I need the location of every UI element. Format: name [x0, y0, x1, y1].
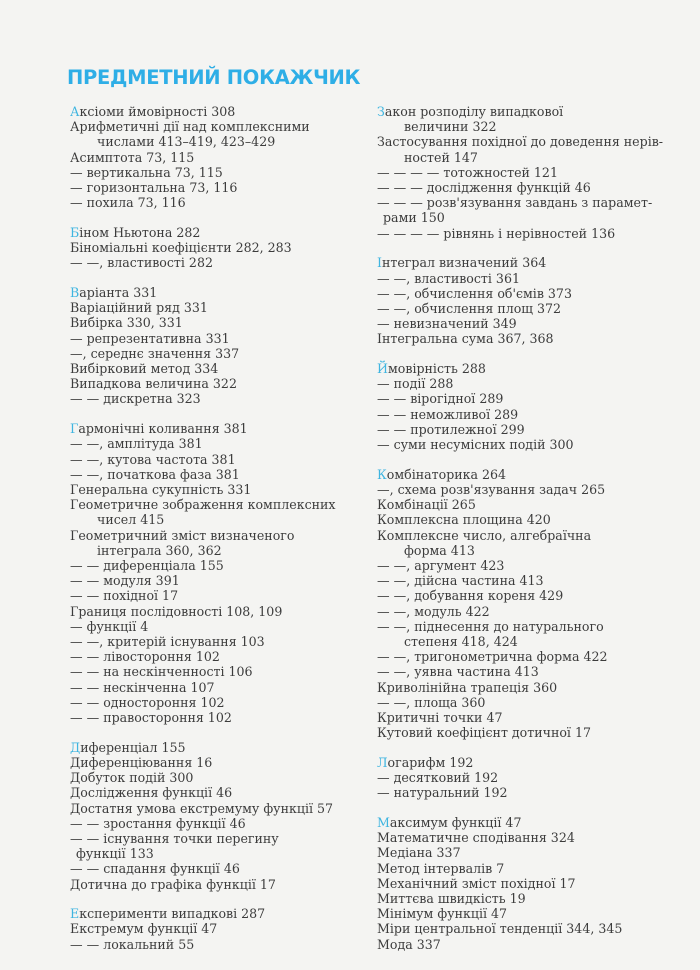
index-entry [377, 891, 677, 906]
entry-text: — — модуля 391 [70, 573, 180, 589]
entry-continuation: інтеграла 360, 362 [97, 542, 222, 558]
entry-text: Біноміальні коефіцієнти 282, 283 [70, 240, 292, 256]
entry-text: — — лівостороння 102 [70, 649, 220, 665]
index-entry [70, 225, 370, 240]
entry-text: — — зростання функції 46 [70, 815, 246, 831]
index-entry [377, 588, 677, 603]
index-entry [70, 831, 370, 861]
section-initial-letter: Е [70, 906, 80, 922]
index-group-Д [70, 740, 370, 892]
entry-text: — — похідної 17 [70, 588, 179, 604]
entry-text: ксперименти випадкові 287 [79, 906, 266, 922]
index-entry [70, 695, 370, 710]
index-entry [70, 604, 370, 619]
index-entry [70, 361, 370, 376]
entry-text: аксимум функції 47 [389, 815, 522, 831]
entry-text: — репрезентативна 331 [70, 330, 230, 346]
section-initial-letter: Й [377, 361, 388, 377]
entry-text: Асимптота 73, 115 [70, 149, 195, 165]
index-entry [377, 331, 677, 346]
entry-text: — —, модуль 422 [377, 603, 490, 619]
index-entry [70, 391, 370, 406]
index-entry [377, 861, 677, 876]
index-entry [377, 180, 677, 195]
entry-text: — —, амплітуда 381 [70, 436, 203, 452]
entry-text: — — одностороння 102 [70, 694, 225, 710]
index-entry [70, 436, 370, 451]
entry-text: Границя послідовності 108, 109 [70, 603, 283, 619]
index-entry [377, 937, 677, 952]
index-entry [70, 195, 370, 210]
entry-text: Дотична до графіка функції 17 [70, 876, 276, 892]
entry-continuation: форма 413 [404, 542, 475, 558]
index-entry [377, 482, 677, 497]
entry-text: — — вірогідної 289 [377, 391, 504, 407]
entry-text: Криволінійна трапеція 360 [377, 679, 558, 695]
entry-text: Кутовий коефіцієнт дотичної 17 [377, 725, 591, 741]
entry-text: мовірність 288 [387, 361, 486, 377]
right-column [377, 104, 677, 966]
index-entry [70, 664, 370, 679]
section-initial-letter: З [377, 104, 385, 119]
index-entry [70, 285, 370, 300]
entry-text: — — — — рівнянь і нерівностей 136 [377, 225, 616, 241]
index-entry [377, 376, 677, 391]
section-initial-letter: Л [377, 754, 388, 770]
index-entry [70, 573, 370, 588]
entry-text: — —, обчислення площ 372 [377, 300, 562, 316]
index-entry [70, 680, 370, 695]
index-entry [377, 316, 677, 331]
index-entry [377, 361, 677, 376]
index-entry [377, 301, 677, 316]
index-entry [377, 845, 677, 860]
index-entry [377, 664, 677, 679]
index-entry [70, 649, 370, 664]
entry-text: — — — розв'язування завдань з парамет- [377, 195, 653, 211]
index-entry [377, 437, 677, 452]
index-group-З [377, 104, 677, 241]
entry-text: Механічний зміст похідної 17 [377, 875, 576, 891]
entry-text: — —, властивості 282 [70, 255, 213, 271]
entry-continuation: величини 322 [404, 119, 497, 135]
entry-text: Варіаційний ряд 331 [70, 300, 208, 316]
entry-text: Мінімум функції 47 [377, 906, 508, 922]
entry-text: Миттєва швидкість 19 [377, 891, 526, 907]
index-entry [70, 315, 370, 330]
entry-continuation: числами 413–419, 423–429 [97, 134, 276, 150]
index-entry [70, 937, 370, 952]
index-entry [377, 619, 677, 649]
entry-text: Застосування похідної до доведення нерів- [377, 134, 664, 150]
section-initial-letter: К [377, 466, 387, 482]
entry-text: — — локальний 55 [70, 936, 195, 952]
entry-text: — — неможливої 289 [377, 406, 519, 422]
index-entry [377, 165, 677, 180]
index-entry [377, 710, 677, 725]
section-initial-letter: Г [70, 421, 79, 437]
entry-text: Міри центральної тенденції 344, 345 [377, 921, 623, 937]
entry-text: — — диференціала 155 [70, 557, 224, 573]
entry-text: — —, критерій існування 103 [70, 634, 265, 649]
entry-text: — — протилежної 299 [377, 421, 525, 437]
entry-text: — —, початкова фаза 381 [70, 466, 240, 482]
index-entry [377, 104, 677, 134]
index-entry [377, 921, 677, 936]
entry-text: — — — дослідження функцій 46 [377, 180, 591, 196]
index-group-Г [70, 421, 370, 725]
entry-text: Мода 337 [377, 936, 441, 952]
entry-text: — —, обчислення об'ємів 373 [377, 285, 572, 301]
entry-text: — —, добування кореня 429 [377, 588, 564, 604]
entry-text: аріанта 331 [79, 285, 158, 301]
entry-text: — — нескінченна 107 [70, 679, 215, 695]
index-entry [377, 512, 677, 527]
entry-continuation: функції 133 [76, 846, 154, 862]
index-entry [70, 421, 370, 436]
entry-text: — —, площа 360 [377, 694, 486, 710]
entry-text: Достатня умова екстремуму функції 57 [70, 800, 334, 816]
entry-text: Комбінації 265 [377, 497, 476, 513]
index-entry [70, 619, 370, 634]
entry-text: — —, кутова частота 381 [70, 451, 236, 467]
entry-text: — —, аргумент 423 [377, 557, 505, 573]
index-group-І [377, 255, 677, 346]
index-group-Л [377, 755, 677, 801]
index-entry [70, 497, 370, 527]
entry-text: — натуральний 192 [377, 785, 508, 801]
entry-text: Екстремум функції 47 [70, 921, 218, 937]
index-entry [377, 391, 677, 406]
entry-text: — десятковий 192 [377, 770, 499, 786]
entry-text: огарифм 192 [387, 754, 474, 770]
entry-continuation: чисел 415 [97, 512, 165, 528]
entry-text: омбінаторика 264 [386, 466, 507, 482]
index-entry [377, 255, 677, 270]
entry-text: —, середнє значення 337 [70, 345, 240, 361]
index-entry [377, 226, 677, 241]
index-entry [377, 906, 677, 921]
entry-text: — —, властивості 361 [377, 270, 520, 286]
entry-text: — — спадання функції 46 [70, 861, 240, 877]
index-entry [70, 300, 370, 315]
entry-text: — —, тригонометрична форма 422 [377, 649, 608, 665]
index-entry [70, 180, 370, 195]
index-group-В [70, 285, 370, 407]
index-entry [70, 104, 370, 119]
entry-text: — — на нескінченності 106 [70, 664, 253, 680]
index-entry [70, 770, 370, 785]
entry-text: — — існування точки перегину [70, 830, 279, 846]
index-group-К [377, 467, 677, 741]
entry-text: — —, дійсна частина 413 [377, 573, 544, 589]
entry-text: — —, уявна частина 413 [377, 664, 539, 680]
index-entry [70, 816, 370, 831]
index-group-А [70, 104, 370, 210]
entry-text: — функції 4 [70, 618, 149, 634]
entry-text: — вертикальна 73, 115 [70, 164, 223, 180]
index-entry [377, 422, 677, 437]
left-column [70, 104, 370, 966]
index-entry [377, 604, 677, 619]
index-entry [70, 755, 370, 770]
entry-continuation: рами 150 [383, 210, 445, 226]
entry-text: Математичне сподівання 324 [377, 830, 575, 846]
index-entry [377, 770, 677, 785]
index-entry [70, 634, 370, 649]
section-initial-letter: М [377, 815, 390, 831]
index-entry [70, 119, 370, 149]
index-entry [70, 331, 370, 346]
section-initial-letter: А [70, 104, 80, 119]
entry-continuation: степеня 418, 424 [404, 634, 518, 649]
section-initial-letter: В [70, 285, 80, 301]
entry-text: — — правостороння 102 [70, 710, 232, 726]
index-entry [70, 255, 370, 270]
index-group-М [377, 815, 677, 952]
index-entry [70, 588, 370, 603]
index-entry [377, 497, 677, 512]
entry-text: Критичні точки 47 [377, 710, 503, 726]
index-entry [377, 271, 677, 286]
index-entry [70, 861, 370, 876]
index-entry [70, 921, 370, 936]
entry-text: Інтегральна сума 367, 368 [377, 331, 554, 347]
entry-text: — невизначений 349 [377, 316, 517, 332]
index-entry [377, 558, 677, 573]
index-entry [70, 801, 370, 816]
entry-text: Диференціювання 16 [70, 754, 213, 770]
section-initial-letter: І [377, 255, 382, 271]
entry-text: армонічні коливання 381 [78, 421, 248, 437]
entry-text: — суми несумісних подій 300 [377, 437, 574, 453]
index-entry [70, 165, 370, 180]
entry-text: Комплексна площина 420 [377, 512, 551, 528]
entry-text: —, схема розв'язування задач 265 [377, 481, 606, 497]
entry-text: Медіана 337 [377, 845, 461, 861]
index-group-Й [377, 361, 677, 452]
entry-text: — похила 73, 116 [70, 195, 186, 211]
entry-text: Арифметичні дії над комплексними [70, 119, 310, 135]
index-entry [70, 558, 370, 573]
entry-text: Комплексне число, алгебраїчна [377, 527, 592, 543]
index-entry [70, 877, 370, 892]
index-entry [70, 150, 370, 165]
index-group-Б [70, 225, 370, 271]
index-entry [377, 573, 677, 588]
index-entry [377, 755, 677, 770]
entry-text: Геометричне зображення комплексних [70, 497, 336, 513]
entry-text: Генеральна сукупність 331 [70, 481, 252, 497]
index-entry [70, 740, 370, 755]
entry-text: Вибірковий метод 334 [70, 361, 219, 377]
index-entry [70, 376, 370, 391]
index-entry [377, 649, 677, 664]
index-entry [377, 695, 677, 710]
index-entry [377, 528, 677, 558]
entry-text: Випадкова величина 322 [70, 376, 237, 392]
index-entry [377, 815, 677, 830]
index-entry [377, 876, 677, 891]
index-entry [377, 286, 677, 301]
entry-text: Дослідження функції 46 [70, 785, 233, 801]
index-entry [70, 467, 370, 482]
index-entry [70, 785, 370, 800]
index-entry [70, 482, 370, 497]
index-entry [70, 240, 370, 255]
entry-continuation: ностей 147 [404, 149, 478, 165]
index-entry [377, 467, 677, 482]
index-entry [377, 407, 677, 422]
index-entry [70, 528, 370, 558]
index-group-Е [70, 906, 370, 952]
page-title: ПРЕДМЕТНИЙ ПОКАЖЧИК [67, 66, 361, 89]
section-initial-letter: Б [70, 224, 80, 240]
index-entry [377, 195, 677, 225]
index-entry [377, 134, 677, 164]
entry-text: — події 288 [377, 376, 454, 392]
entry-text: — — дискретна 323 [70, 391, 201, 407]
index-entry [70, 452, 370, 467]
index-entry [377, 725, 677, 740]
index-entry [377, 680, 677, 695]
entry-text: — — — — тотожностей 121 [377, 164, 558, 180]
index-entry [70, 346, 370, 361]
entry-text: ксіоми ймовірності 308 [79, 104, 236, 119]
entry-text: акон розподілу випадкової [384, 104, 564, 119]
entry-text: Геометричний зміст визначеного [70, 527, 295, 543]
entry-text: — горизонтальна 73, 116 [70, 180, 238, 196]
index-entry [377, 785, 677, 800]
entry-text: іном Ньютона 282 [79, 224, 201, 240]
entry-text: Вибірка 330, 331 [70, 315, 183, 331]
index-entry [70, 710, 370, 725]
entry-text: Добуток подій 300 [70, 770, 194, 786]
index-entry [377, 830, 677, 845]
entry-text: иференціал 155 [80, 739, 186, 755]
entry-text: нтеграл визначений 364 [381, 255, 547, 271]
index-entry [70, 906, 370, 921]
section-initial-letter: Д [70, 739, 81, 755]
entry-text: — —, піднесення до натурального [377, 618, 604, 634]
entry-text: Метод інтервалів 7 [377, 860, 505, 876]
